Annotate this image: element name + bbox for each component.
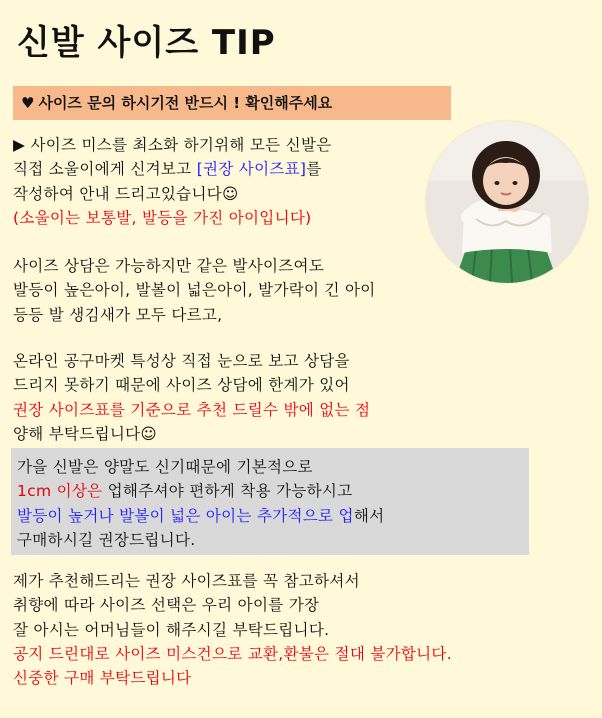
extra-size-highlight: 발등이 높거나 발볼이 넓은 아이는 추가적으로 업 <box>17 506 354 525</box>
consult-line: 발등이 높은아이, 발볼이 넓은아이, 발가락이 긴 아이 <box>13 281 376 300</box>
consult-section <box>13 254 376 327</box>
intro-section <box>13 133 332 230</box>
heart-icon: ♥ <box>21 94 35 112</box>
intro-line: ▶ 사이즈 미스를 최소화 하기위해 모든 신발은 <box>13 136 332 154</box>
fall-line: 가을 신발은 양말도 신기때문에 기본적으로 <box>17 458 313 476</box>
consult-line: 등등 발 생김새가 모두 다르고, <box>13 305 223 324</box>
notice-banner <box>13 86 451 120</box>
closing-warning: 신중한 구매 부탁드립니다 <box>13 669 192 688</box>
child-photo-illustration <box>426 121 588 283</box>
closing-line: 취향에 따라 사이즈 선택은 우리 아이를 가장 <box>13 596 320 615</box>
closing-section <box>13 569 452 690</box>
closing-line: 제가 추천해드리는 권장 사이즈표를 꼭 참고하셔서 <box>13 572 360 590</box>
online-section <box>13 349 370 446</box>
child-photo <box>426 121 588 283</box>
online-line: 온라인 공구마켓 특성상 직접 눈으로 보고 상담을 <box>13 352 350 370</box>
consult-line: 사이즈 상담은 가능하지만 같은 발사이즈여도 <box>13 257 325 275</box>
size-up-highlight: 1cm 이상은 <box>17 482 108 501</box>
intro-note: (소울이는 보통발, 발등을 가진 아이입니다) <box>13 208 312 227</box>
fall-line: 구매하시길 권장드립니다. <box>17 530 196 549</box>
intro-line: 직접 소울이에게 신겨보고 [권장 사이즈표]를 <box>13 160 322 179</box>
fall-line: 발등이 높거나 발볼이 넓은 아이는 추가적으로 업해서 <box>17 506 385 525</box>
fall-section <box>17 455 384 552</box>
intro-line: 작성하여 안내 드리고있습니다☺ <box>13 184 239 203</box>
size-chart-highlight: [권장 사이즈표] <box>196 160 307 179</box>
closing-warning: 공지 드린대로 사이즈 미스건으로 교환,환불은 절대 불가합니다. <box>13 644 452 663</box>
fall-line: 1cm 이상은 업해주셔야 편하게 착용 가능하시고 <box>17 482 353 501</box>
notice-banner-text: 사이즈 문의 하시기전 반드시 ! 확인해주세요 <box>38 94 333 112</box>
closing-line: 잘 아시는 어머님들이 해주시길 부탁드립니다. <box>13 620 330 639</box>
online-line: 드리지 못하기 때문에 사이즈 상담에 한계가 있어 <box>13 376 350 395</box>
page-title: 신발 사이즈 TIP <box>17 23 276 63</box>
online-line: 양해 부탁드립니다☺ <box>13 424 157 443</box>
online-highlight: 권장 사이즈표를 기준으로 추천 드릴수 밖에 없는 점 <box>13 400 371 419</box>
